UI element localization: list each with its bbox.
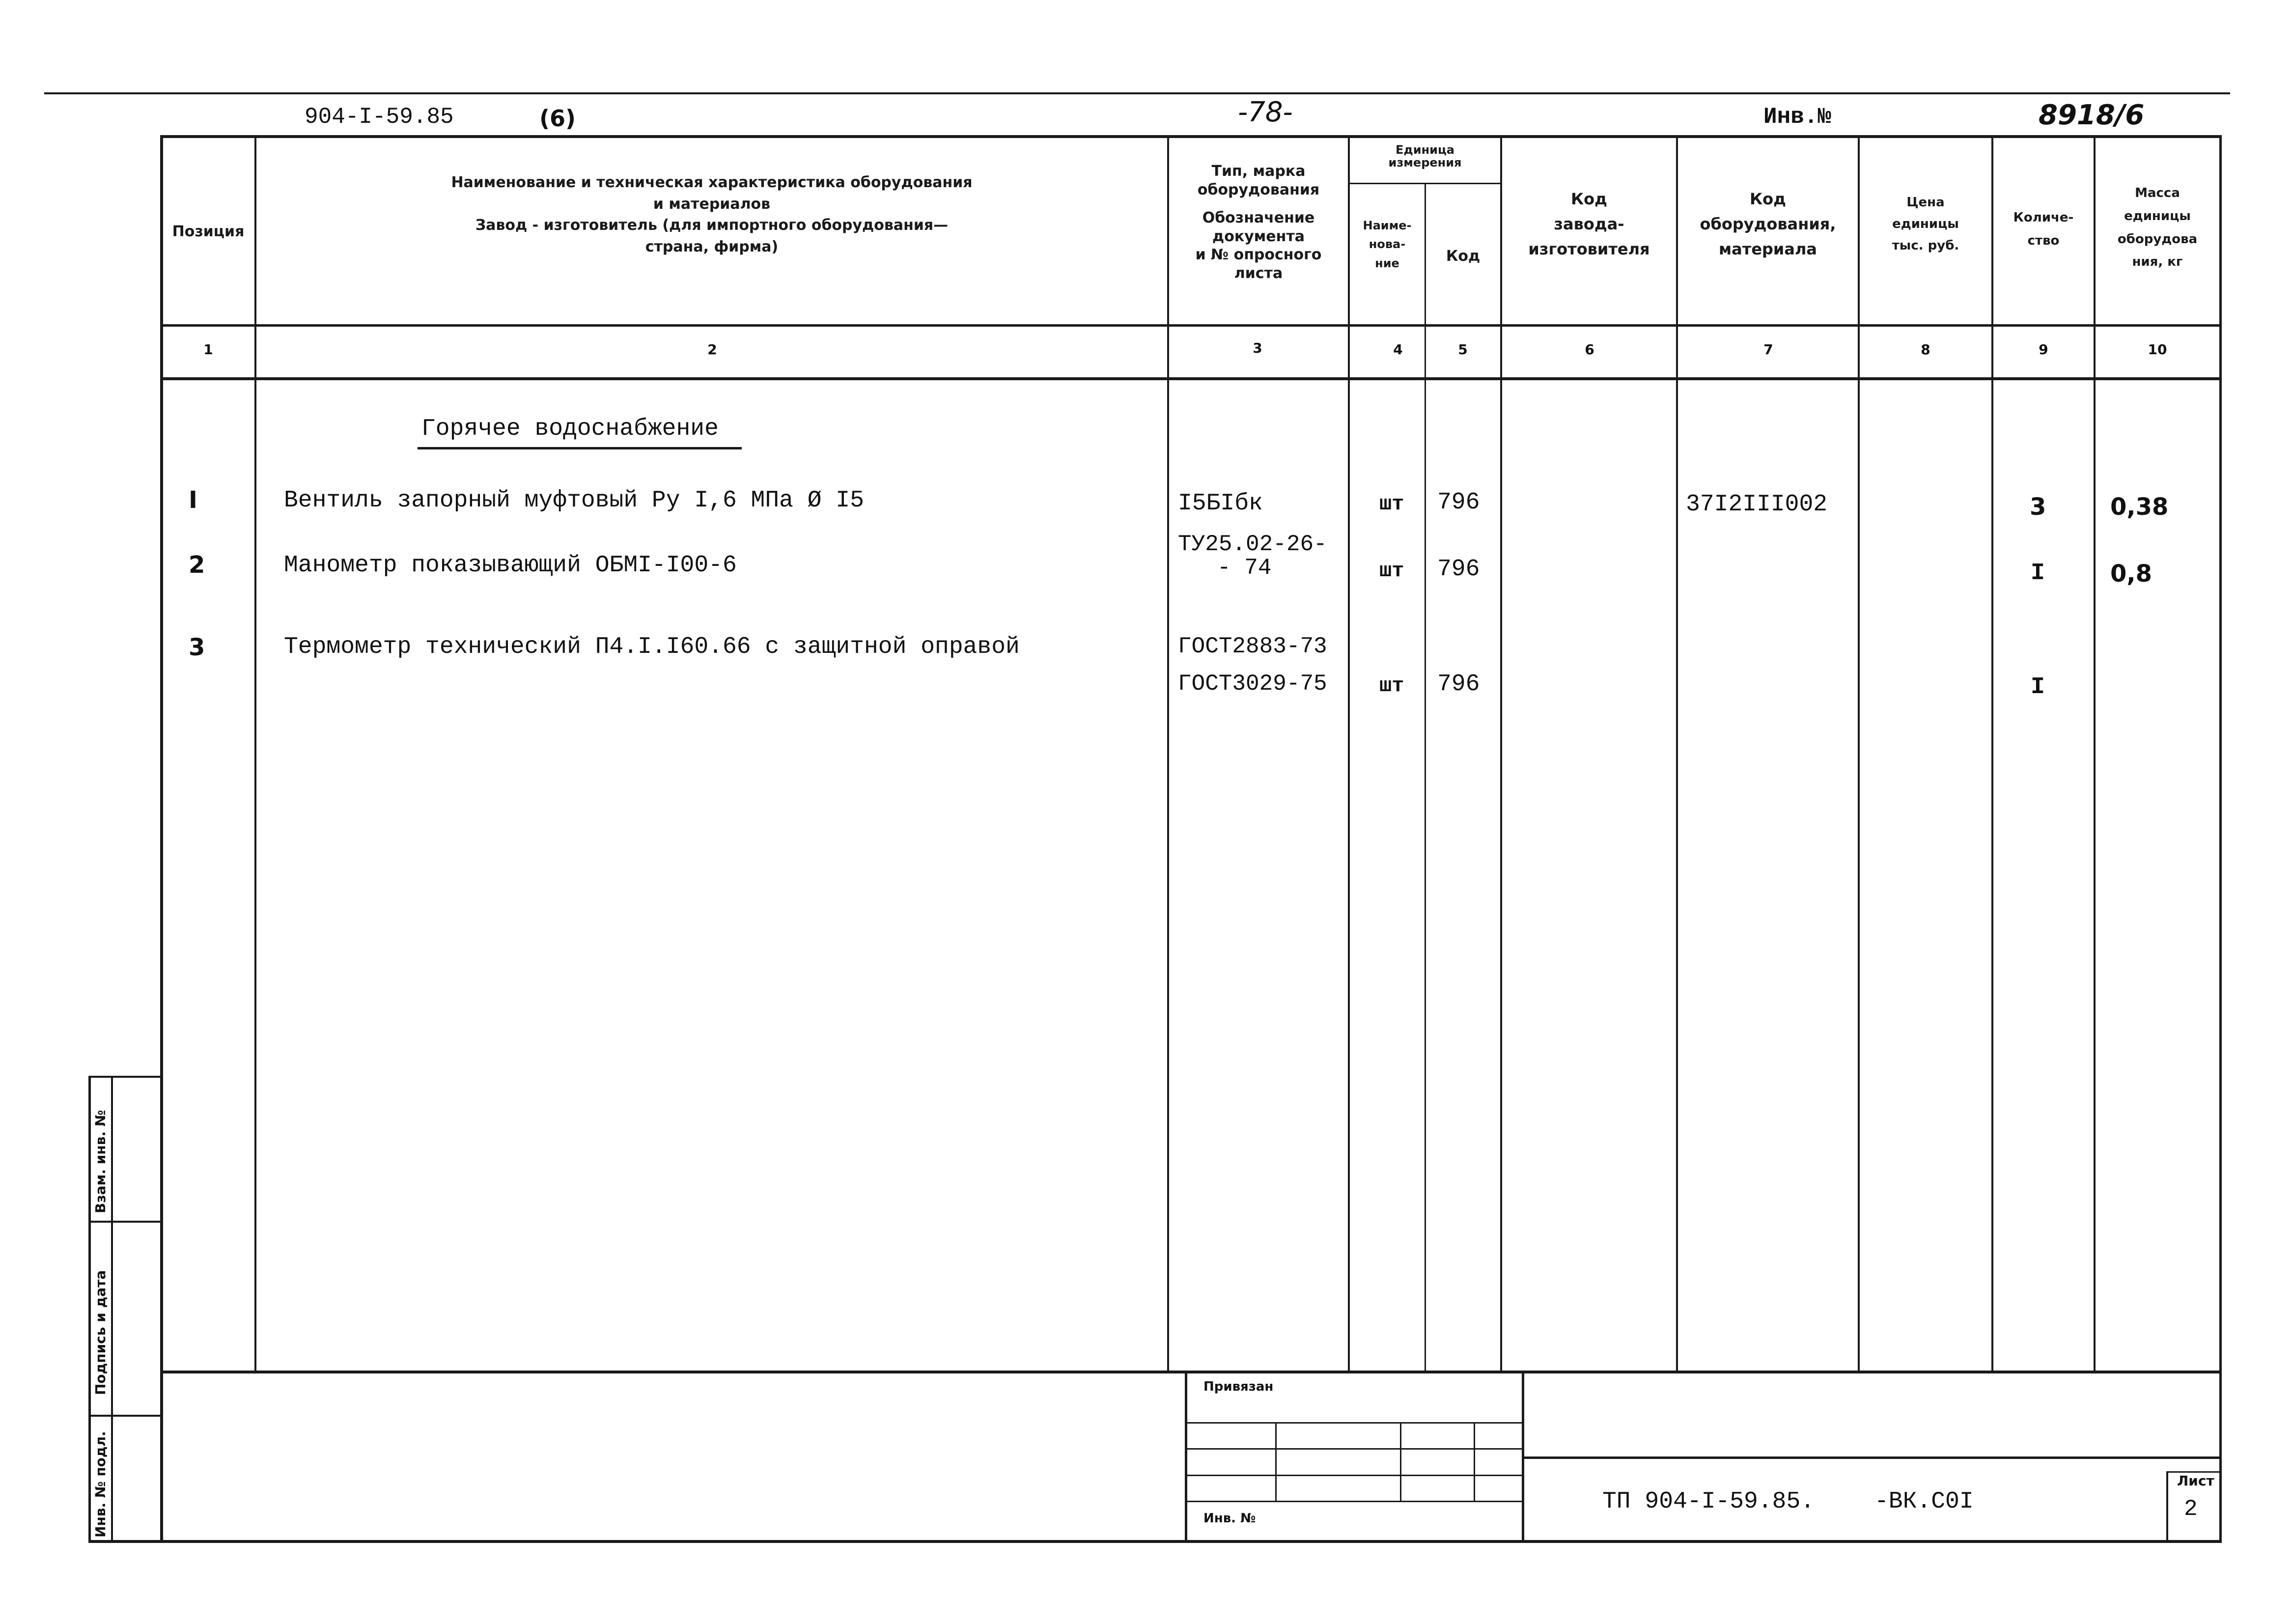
frame-right-border [2219,135,2222,1543]
header-material-code-l2: оборудования, [1700,215,1836,234]
header-price-l2: единицы [1892,217,1959,232]
col-line-6 [1676,135,1678,1372]
colnum-8: 8 [1921,341,1930,358]
colnum-9: 9 [2039,341,2048,358]
stamp-title-rule [1524,1456,2219,1459]
header-type-l3: Обозначение [1202,209,1315,226]
col-line-1 [254,135,256,1372]
col-line-5 [1500,135,1502,1372]
header-bottom-border [162,324,2220,327]
stamp-inv-no: Инв. № [1203,1511,1256,1526]
colnum-4: 4 [1393,341,1403,358]
row-1-mass: 0,38 [2110,493,2169,521]
row-2-unit: шт [1379,559,1404,583]
unit-group-rule [1350,183,1500,184]
row-2-name: Манометр показывающий ОБМI-I00-6 [284,552,737,579]
header-qty-l2: ство [2027,233,2060,248]
section-title-underline [418,447,742,449]
header-material-code-l3: материала [1719,240,1817,259]
stamp-privyazan: Привязан [1203,1379,1274,1394]
header-material-code-l1: Код [1750,190,1786,208]
header-unit-name-l2: нова- [1369,237,1406,252]
col-line-9 [2094,135,2096,1372]
row-3-unit: шт [1379,674,1404,698]
sheet-value: 2 [2184,1496,2198,1522]
row-3-type-cont: ГОСТ3029-75 [1178,671,1327,697]
header-unit-name-l3: ние [1375,256,1399,270]
header-type-l4: документа [1212,227,1305,245]
stamp-vrule-3 [1474,1422,1475,1501]
row-3-name: Термометр технический П4.I.I60.66 с защитной оправой [284,634,1020,660]
header-mass-l1: Масса [2135,186,2180,200]
header-unit-code: Код [1446,248,1481,265]
header-unit-name-l1: Наиме- [1363,219,1412,232]
section-title: Горячее водоснабжение [421,416,719,442]
header-mass-l2: единицы [2124,208,2191,224]
colnum-1: 1 [203,341,213,358]
header-type-l2: оборудования [1197,181,1320,198]
doc-code: 904-I-59.85 [305,104,454,130]
body-bottom-border [162,1371,2220,1373]
header-price-l1: Цена [1906,195,1945,210]
col-line-8 [1991,135,1993,1372]
header-qty-l1: Количе- [2013,210,2074,225]
header-mass-l4: ния, кг [2132,254,2183,270]
colnum-3: 3 [1253,340,1262,356]
frame-bottom-border [88,1540,2220,1543]
side-block-inner [111,1076,113,1542]
row-3-type: ГОСТ2883-73 [1178,634,1327,659]
page-number: -78- [1238,96,1293,128]
doc-variant: (6) [539,105,576,132]
stamp-title-suffix: -ВК.С0I [1874,1488,1974,1515]
header-unit-group-l1: Единица [1396,143,1454,157]
inv-value: 8918/6 [2039,99,2145,131]
row-2-mass: 0,8 [2110,560,2152,588]
colnum-5: 5 [1458,341,1468,358]
row-1-position: I [189,486,197,514]
row-1-type: I5БIбк [1178,490,1263,517]
header-plant-code-l2: завода- [1554,215,1624,234]
header-name-l4: страна, фирма) [645,238,779,255]
col-line-7 [1858,135,1860,1372]
col-line-4 [1425,184,1426,1372]
header-price-l3: тыс. руб. [1892,238,1959,253]
sheet-label: Лист [2177,1473,2214,1489]
row-1-name: Вентиль запорный муфтовый Ру I,6 МПа Ø I5 [284,487,864,514]
row-1-unit: шт [1379,492,1404,516]
colnum-7: 7 [1763,341,1773,358]
col-line-3 [1348,135,1350,1372]
row-1-unit-code: 796 [1437,489,1480,516]
col-line-2 [1167,135,1169,1372]
header-type-l5: и № опросного [1195,246,1322,263]
header-plant-code-l1: Код [1571,190,1607,208]
row-2-unit-code: 796 [1437,556,1480,583]
frame-left-border [160,135,163,1543]
row-1-qty: 3 [2030,493,2046,521]
row-3-unit-code: 796 [1437,671,1480,698]
stamp-mid-border [1522,1371,1524,1541]
side-podpis: Подпись и дата [92,1270,109,1395]
header-name-l2: и материалов [653,195,771,213]
row-2-position: 2 [189,551,205,579]
stamp-rule-1 [1187,1422,1522,1424]
stamp-left-border [1185,1371,1187,1541]
header-unit-group-l2: измерения [1388,156,1462,170]
stamp-rule-4 [1187,1501,1522,1502]
row-2-type: ТУ25.02-26- [1178,532,1327,557]
header-position: Позиция [172,223,245,240]
sheet-vrule [2166,1471,2168,1541]
header-name-l3: Завод - изготовитель (для импортного оборудования— [475,217,949,234]
inv-label: Инв.№ [1763,104,1832,130]
side-block-left [88,1076,91,1542]
colnum-6: 6 [1585,341,1594,358]
stamp-title-code: ТП 904-I-59.85. [1602,1488,1815,1515]
header-mass-l3: оборудова [2117,231,2198,247]
row-3-position: 3 [189,634,205,661]
row-3-qty: I [2031,674,2045,700]
colnum-2: 2 [707,341,717,358]
row-2-type-cont: - 74 [1217,555,1272,581]
header-plant-code-l3: изготовителя [1528,240,1650,259]
stamp-vrule-1 [1275,1422,1277,1501]
header-type-l6: листа [1234,264,1283,282]
side-rule-2 [88,1221,162,1223]
colnum-10: 10 [2148,341,2167,358]
header-name-l1: Наименование и техническая характеристика оборудования [451,174,973,191]
table-top-border [162,135,2220,138]
stamp-rule-3 [1187,1475,1522,1476]
colnum-bottom-border [162,377,2220,380]
side-rule-1 [88,1076,162,1078]
stamp-rule-2 [1187,1448,1522,1450]
side-vzam: Взам. инв. № [92,1110,109,1213]
row-1-material-code: 37I2III002 [1686,491,1828,518]
header-type-l1: Тип, марка [1211,163,1306,180]
side-rule-3 [88,1415,162,1417]
frame-top-rule [44,92,2230,94]
stamp-vrule-2 [1400,1422,1401,1501]
side-inv-podl: Инв. № подл. [92,1431,109,1538]
row-2-qty: I [2031,560,2045,587]
